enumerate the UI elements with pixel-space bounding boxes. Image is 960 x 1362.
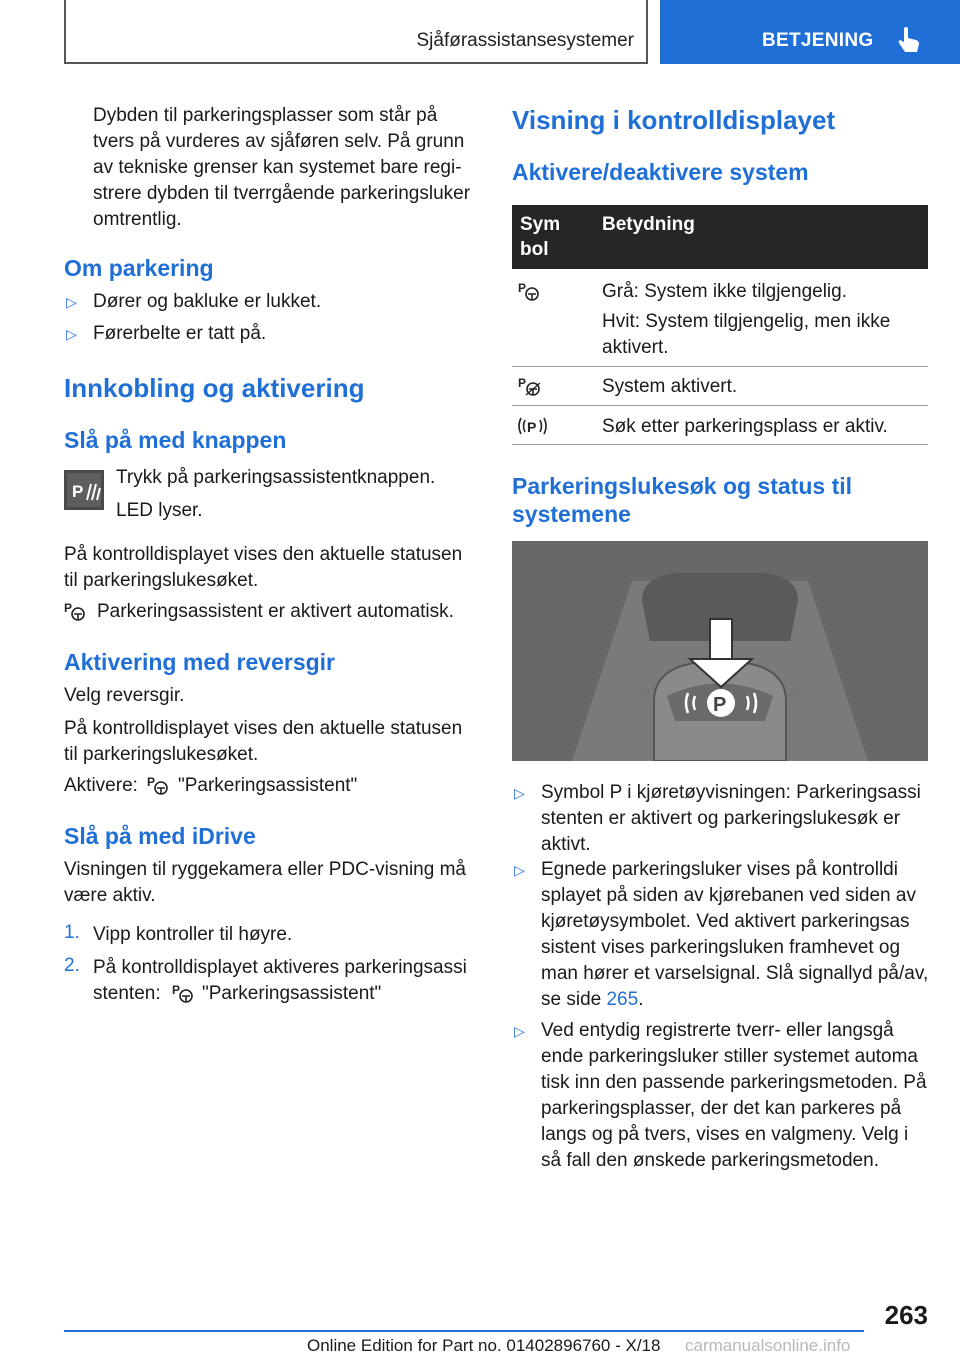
header-chapter-tab xyxy=(660,0,960,64)
hand-pointer-icon xyxy=(896,26,922,54)
list-item: Ved entydig registrerte tverr- eller langsgå ende parkeringsluker stiller systemet automa tisk inn den passende parkeringsmetoden. På parkeringsplasser, der det kan parkeres på langs og på tvers, vises en valgmeny. Velg i så fall den ønskede parkeringsmetoden. xyxy=(541,1020,927,1171)
reversgir-p1: Velg reversgir. xyxy=(64,685,185,706)
reversgir-heading: Aktivering med reversgir xyxy=(64,649,336,675)
idrive-step-2-line1: På kontrolldisplayet aktiveres parkeringsassi xyxy=(93,957,467,978)
footer-edition: Online Edition for Part no. 01402896760 - X/18 xyxy=(307,1336,661,1355)
svg-text:P: P xyxy=(147,775,156,789)
status-heading-line2: systemene xyxy=(512,501,631,527)
step-number: 2. xyxy=(64,955,80,976)
list-item: Dører og bakluke er lukket. xyxy=(93,291,322,312)
bullet-triangle-icon: ▷ xyxy=(66,326,77,342)
control-display-illustration xyxy=(512,541,928,761)
footer-watermark: carmanualsonline.info xyxy=(685,1336,851,1355)
park-assist-button-icon xyxy=(64,470,104,510)
intro-paragraph: Dybden til parkeringsplasser som står på tvers på vurderes av sjåføren selv. På grunn av tekniske grenser kan systemet bare registrere dybden til tverrgående parkeringsluker omtrentlig. xyxy=(93,105,471,230)
page-link-265[interactable]: 265 xyxy=(606,989,639,1010)
visning-heading: Visning i kontrolldisplayet xyxy=(512,105,836,135)
table-header xyxy=(512,205,928,269)
table-row-2-text: System aktivert. xyxy=(602,376,738,397)
header-section-title: Sjåførassistansesystemer xyxy=(416,30,634,51)
bullet-triangle-icon: ▷ xyxy=(66,294,77,310)
idrive-step-2-line2b: "Parkeringsassistent" xyxy=(202,983,382,1004)
knappen-auto-text: Parkeringsassistent er aktivert automatisk. xyxy=(97,601,454,622)
knappen-status-paragraph: På kontrolldisplayet vises den aktuelle statusen til parkeringslukesøket. xyxy=(64,544,463,591)
idrive-heading: Slå på med iDrive xyxy=(64,823,256,849)
bullet-triangle-icon: ▷ xyxy=(514,785,525,801)
om-parkering-heading: Om parkering xyxy=(64,255,214,281)
table-row-1-text-3: aktivert. xyxy=(602,337,669,358)
svg-text:P: P xyxy=(72,482,84,501)
park-assist-symbol-icon xyxy=(147,774,171,796)
table-divider xyxy=(512,405,928,406)
page-number: 263 xyxy=(884,1300,928,1330)
innkobling-heading: Innkobling og aktivering xyxy=(64,373,365,403)
table-row-1-text-1: Grå: System ikke tilgjengelig. xyxy=(602,281,847,302)
knappen-step-2: LED lyser. xyxy=(116,500,203,521)
svg-text:P: P xyxy=(527,419,537,435)
svg-text:P: P xyxy=(518,376,527,390)
park-assist-grey-icon xyxy=(518,280,542,302)
table-header-symbol-1: Sym xyxy=(520,214,561,235)
svg-text:P: P xyxy=(518,281,527,295)
status-heading-line1: Parkeringslukesøk og status til xyxy=(512,473,853,499)
park-assist-symbol-icon xyxy=(172,982,196,1004)
header-chapter-title: BETJENING xyxy=(762,30,874,51)
table-header-meaning: Betydning xyxy=(602,214,695,235)
park-assist-active-icon xyxy=(518,375,544,397)
list-item: Førerbelte er tatt på. xyxy=(93,323,267,344)
aktivere-heading: Aktivere/deaktivere system xyxy=(512,159,809,185)
idrive-step-1: Vipp kontroller til høyre. xyxy=(93,924,293,945)
svg-text:P: P xyxy=(172,983,181,997)
table-divider xyxy=(512,366,928,367)
list-item: Symbol P i kjøretøyvisningen: Parkeringsassi stenten er aktivert og parkeringslukesøk er aktivt. xyxy=(541,782,921,855)
image-symbol-label: P xyxy=(713,694,727,716)
bullet-triangle-icon: ▷ xyxy=(514,1023,525,1039)
header-section-box xyxy=(64,0,648,64)
reversgir-activate-label: Aktivere: xyxy=(64,775,138,796)
reversgir-p2: På kontrolldisplayet vises den aktuelle statusen til parkeringslukesøket. xyxy=(64,718,463,765)
park-assist-symbol-icon xyxy=(64,600,88,622)
list-item: Egnede parkeringsluker vises på kontrolldi splayet på siden av kjørebanen ved siden av kjøretøysymbolet. Ved aktivert parkeringsas sistent vises parkeringsluken framhevet og man hører et varselsignal. Slå signallyd på/av, se side 265. xyxy=(541,859,929,1010)
footer-divider xyxy=(64,1330,864,1332)
table-row-3-text: Søk etter parkeringsplass er aktiv. xyxy=(602,416,888,437)
svg-text:P: P xyxy=(64,601,73,615)
table-divider xyxy=(512,444,928,445)
step-number: 1. xyxy=(64,922,80,943)
idrive-step-2-line2a: stenten: xyxy=(93,983,161,1004)
table-header-symbol-2: bol xyxy=(520,239,549,260)
knappen-heading: Slå på med knappen xyxy=(64,427,287,453)
bullet-triangle-icon: ▷ xyxy=(514,862,525,878)
reversgir-activate-value: "Parkeringsassistent" xyxy=(178,775,358,796)
idrive-p1: Visningen til ryggekamera eller PDC-visning må være aktiv. xyxy=(64,859,466,906)
table-row-1-text-2: Hvit: System tilgjengelig, men ikke xyxy=(602,311,891,332)
knappen-step-1: Trykk på parkeringsassistentknappen. xyxy=(116,467,436,488)
parking-search-icon xyxy=(516,414,548,438)
